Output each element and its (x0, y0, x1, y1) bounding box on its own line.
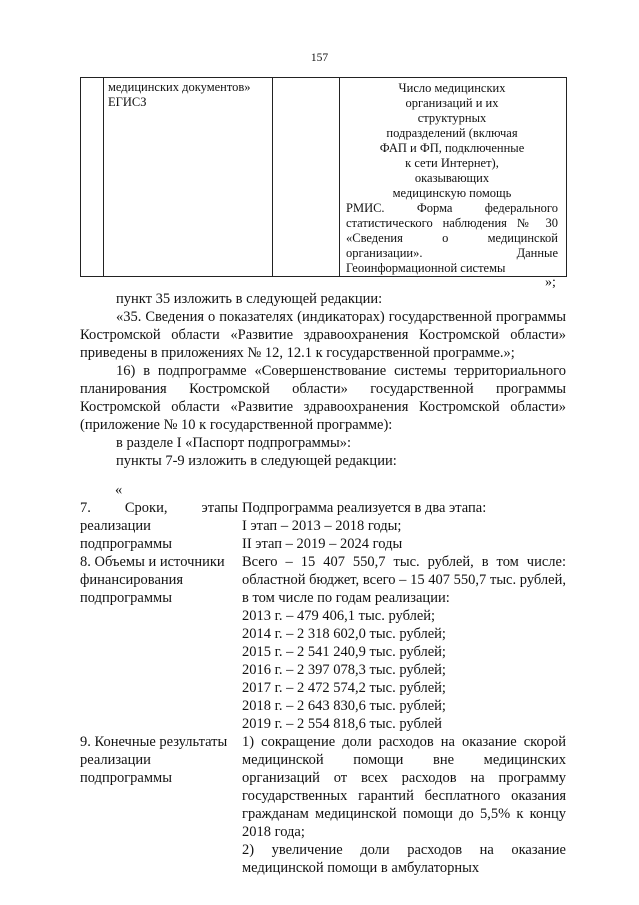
passport-value-line: I этап – 2013 – 2018 годы; (242, 518, 402, 534)
table-text-line: ФАП и ФП, подключенные (379, 141, 525, 155)
opening-quote: « (115, 482, 123, 498)
table-text-justified: РМИС. Форма федерального статистического наблюдения № 30 «Сведения о медицинской организации». Данные Геоинформационной системы (346, 201, 558, 275)
table-cell-source (104, 78, 273, 277)
passport-value-line: 2016 г. – 2 397 078,3 тыс. рублей; (242, 662, 446, 678)
table-text-line: подразделений (включая (386, 126, 518, 140)
paragraph: 16) в подпрограмме «Совершенствование системы территориального планирования Костромской области» государственной программы Костромской области «Развитие здравоохранения Костромской области» (приложение № 10 к государственной программе): (80, 363, 566, 433)
table-cell-indicator (340, 78, 567, 277)
passport-value-line: 2018 г. – 2 643 830,6 тыс. рублей; (242, 698, 446, 714)
table-cell-number (81, 78, 104, 277)
passport-value-line: 2019 г. – 2 554 818,6 тыс. рублей (242, 716, 442, 732)
passport-value-line: 2017 г. – 2 472 574,2 тыс. рублей; (242, 680, 446, 696)
body-text (80, 290, 566, 470)
passport-label (80, 499, 242, 553)
passport-label: 9. Конечные результаты реализации подпрограммы (80, 734, 228, 786)
table-text-line: ЕГИСЗ (108, 95, 147, 109)
table-text-line: оказывающих (414, 171, 490, 185)
passport-row-9 (80, 733, 566, 877)
paragraph: пункты 7-9 изложить в следующей редакции: (116, 453, 397, 469)
passport-value-intro: Всего – 15 407 550,7 тыс. рублей, в том числе: областной бюджет, всего – 15 407 550,7 тыс. рублей, в том числе по годам реализации: (242, 554, 566, 606)
passport-value-line: II этап – 2019 – 2024 годы (242, 536, 403, 552)
passport-label-line: 7. Сроки, этапы (80, 500, 238, 516)
passport-row-7 (80, 499, 566, 553)
table-text-line: Число медицинских (398, 81, 506, 95)
table-text-line: организаций и их (405, 96, 499, 110)
passport-row-8 (80, 553, 566, 733)
passport-label: 8. Объемы и источники финансирования подпрограммы (80, 554, 225, 606)
passport-value-item: 2) увеличение доли расходов на оказание медицинской помощи в амбулаторных (242, 842, 566, 876)
paragraph: в разделе I «Паспорт подпрограммы»: (116, 435, 352, 451)
table-cell-empty (273, 78, 340, 277)
table-text-line: структурных (417, 111, 487, 125)
page-number: 157 (310, 52, 329, 64)
passport-table (80, 499, 566, 877)
paragraph: «35. Сведения о показателях (индикаторах) государственной программы Костромской области «Развитие здравоохранения Костромской области» приведены в приложениях № 12, 12.1 к государственной программе.»; (80, 309, 566, 361)
paragraph: пункт 35 изложить в следующей редакции: (116, 291, 383, 307)
table-text-line: к сети Интернет), (405, 156, 499, 170)
passport-value-line: 2013 г. – 479 406,1 тыс. рублей; (242, 608, 436, 624)
passport-value-line: 2014 г. – 2 318 602,0 тыс. рублей; (242, 626, 446, 642)
passport-label-line: реализации подпрограммы (80, 518, 172, 552)
table-text-line: медицинскую помощь (392, 186, 512, 200)
passport-value-line: Подпрограмма реализуется в два этапа: (242, 500, 487, 516)
passport-value (242, 733, 566, 877)
passport-value-line: 2015 г. – 2 541 240,9 тыс. рублей; (242, 644, 446, 660)
table-text-line: медицинских документов» (108, 80, 251, 94)
passport-value (242, 499, 566, 553)
table-row (81, 78, 567, 277)
passport-value (242, 553, 566, 733)
passport-value-item: 1) сокращение доли расходов на оказание скорой медицинской помощи вне медицинских организаций от всех расходов на программу государственных гарантий бесплатного оказания гражданам медицинской помощи до 5,5% к концу 2018 года; (242, 734, 566, 840)
closing-quote: »; (545, 275, 556, 290)
table-fragment (80, 77, 567, 277)
